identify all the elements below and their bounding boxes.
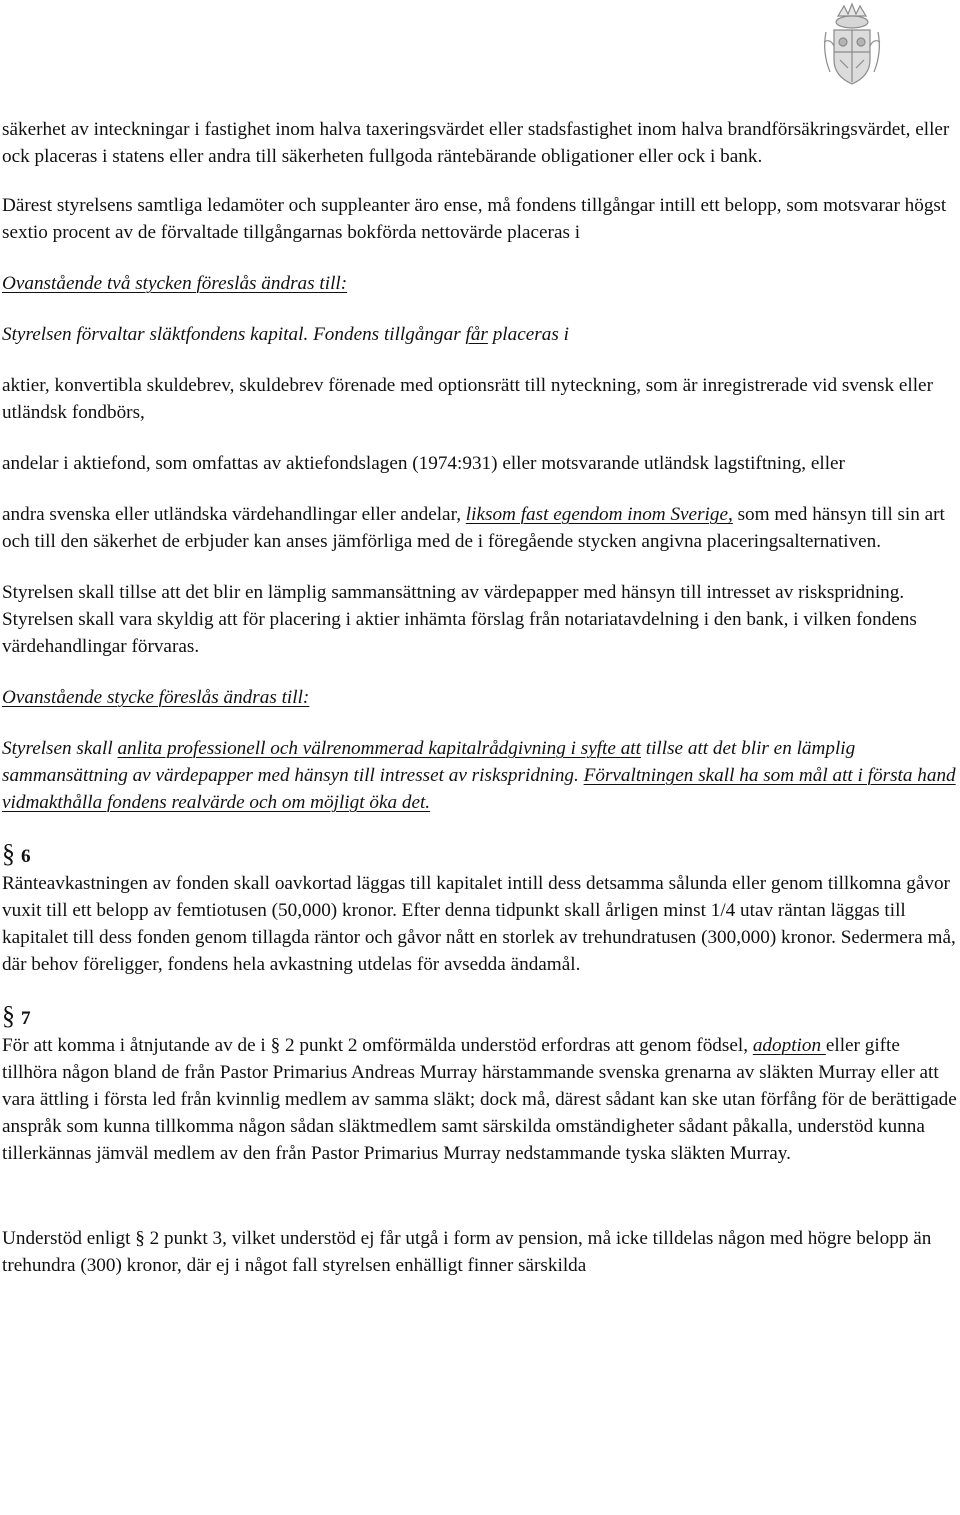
section-sign-icon: § (2, 1001, 15, 1030)
paragraph-text: andra svenska eller utländska värdehandlingar eller andelar, (2, 504, 466, 525)
amendment-text: Styrelsen förvaltar släktfondens kapital. (2, 324, 314, 345)
amendment-underlined: adoption (752, 1035, 826, 1056)
amendment-underlined: Förvaltningen skall ha som mål att i första hand vidmakthålla fondens realvärde och om möjligt öka det. (2, 765, 956, 813)
amendment-text: tillse att det blir en lämplig sammansättning av värdepapper med hänsyn till intresset av riskspridning. (2, 738, 856, 786)
amendment-text: placeras i (487, 324, 569, 345)
amendment-text: Fondens tillgångar (313, 324, 466, 345)
paragraph: Därest styrelsens samtliga ledamöter och suppleanter äro ense, må fondens tillgångar intill ett belopp, som motsvarar högst sextio procent av de förvaltade tillgångarnas bokförda nettovärde placeras i (2, 195, 947, 243)
section-sign: § (270, 1035, 281, 1056)
paragraph (2, 1225, 957, 1279)
section-sign-icon: § (2, 839, 15, 868)
amendment-paragraph (2, 735, 957, 816)
paragraph (2, 321, 957, 348)
paragraph: säkerhet av inteckningar i fastighet inom halva taxeringsvärdet eller stadsfastighet inom halva brandförsäkringsvärdet, eller ock placeras i statens eller andra till säkerheten fullgoda räntebärande obligationer eller ock i bank. (2, 119, 950, 167)
paragraph-text: 2 punkt 2 omförmälda understöd erfordras att genom födsel, (280, 1035, 753, 1056)
amendment-underlined: får (465, 324, 488, 345)
paragraph-text: som med hänsyn till sin art och till den säkerhet de erbjuder kan anses jämförliga med de i föregående stycken angivna placeringsalternativen. (2, 504, 945, 552)
paragraph: andelar i aktiefond, som omfattas av aktiefondslagen (1974:931) eller motsvarande utländsk lagstiftning, eller (2, 453, 845, 474)
document-page (2, 116, 957, 1279)
section-heading (2, 840, 957, 870)
amendment-underlined: liksom fast egendom inom Sverige, (465, 504, 733, 525)
paragraph-text: För att komma i åtnjutande av de i (2, 1035, 271, 1056)
section-heading (2, 1002, 957, 1032)
section-number: 7 (21, 1008, 31, 1029)
amendment-underlined: anlita professionell och välrenommerad kapitalrådgivning i syfte att (117, 738, 641, 759)
family-crest-icon (820, 2, 884, 90)
paragraph (2, 501, 957, 555)
amendment-heading: Ovanstående två stycken föreslås ändras till: (2, 273, 348, 294)
section-sign: § (135, 1228, 145, 1249)
amendment-heading: Ovanstående stycke föreslås ändras till: (2, 687, 310, 708)
section-paragraph: Ränteavkastningen av fonden skall oavkortad läggas till kapitalet intill dess detsamma sålunda eller genom tillkomna gåvor vuxit till ett belopp av femtiotusen (50,000) kronor. Efter denna tidpunkt skall årligen minst 1/4 utav räntan läggas till kapitalet till dess fonden genom tillagda räntor och gåvor nått en storlek av trehundratusen (300,000) kronor. Sedermera må, där behov föreligger, fondens hela avkastning utdelas för avsedda ändamål. (2, 873, 956, 975)
section-number: 6 (21, 846, 31, 867)
paragraph: Styrelsen skall tillse att det blir en lämplig sammansättning av värdepapper med hänsyn till intresset av riskspridning. Styrelsen skall vara skyldig att för placering i aktier inhämta förslag från notariatavdelning i den bank, i vilken fondens värdehandlingar förvaras. (2, 582, 917, 657)
section-paragraph (2, 1032, 957, 1167)
paragraph: aktier, konvertibla skuldebrev, skuldebrev förenade med optionsrätt till nyteckning, som är inregistrerade vid svensk eller utländsk fondbörs, (2, 375, 933, 423)
paragraph-text: Understöd enligt (2, 1228, 136, 1249)
amendment-text: Styrelsen skall (2, 738, 118, 759)
paragraph-text: 2 punkt 3, vilket understöd ej får utgå i form av pension, må icke tilldelas någon med högre belopp än trehundra (300) kronor, där ej i något fall styrelsen enhälligt finner särskilda (2, 1228, 932, 1276)
paragraph-text: eller gifte tillhöra någon bland de från Pastor Primarius Andreas Murray härstammande svenska grenarna av släkten Murray eller att vara ättling i första led från kvinnlig medlem av samma släkt; dock må, därest sådant kan ske utan förfång för de berättigade anspråk som kunna tillkomma någon sådan släktmedlem samt särskilda omständigheter sådant påkalla, understöd kunna tillerkännas jämväl medlem av den från Pastor Primarius Murray nedstammande tyska släkten Murray. (2, 1035, 957, 1164)
